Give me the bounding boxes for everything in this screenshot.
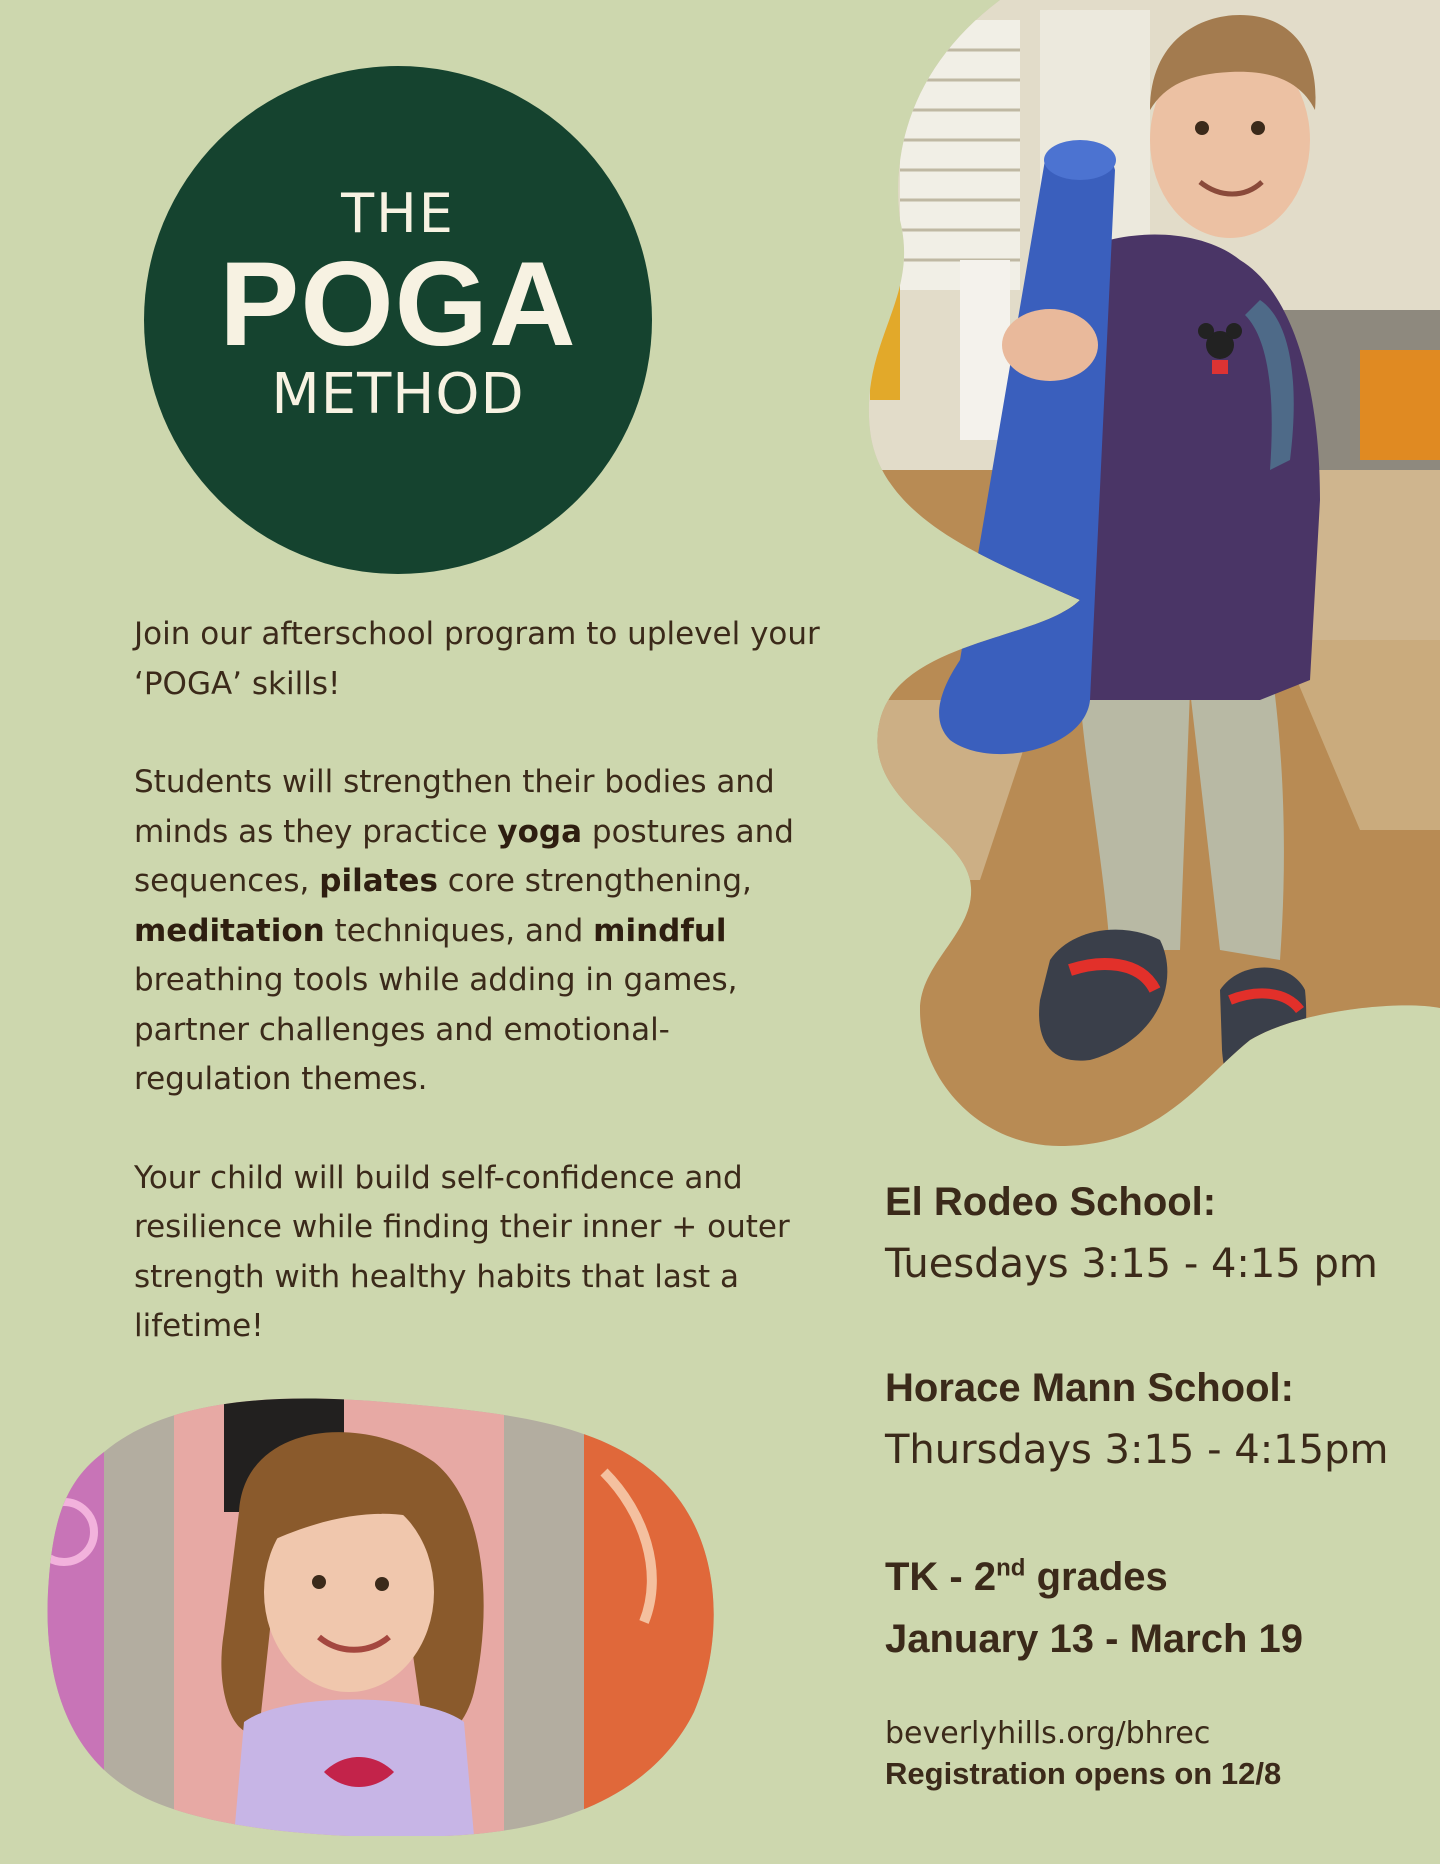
para2-bold-mindful: mindful bbox=[593, 912, 727, 949]
registration-opens: Registration opens on 12/8 bbox=[885, 1756, 1282, 1791]
logo-poga: POGA bbox=[219, 237, 577, 371]
registration-url[interactable]: beverlyhills.org/bhrec bbox=[885, 1716, 1211, 1751]
para2-bold-yoga: yoga bbox=[497, 813, 583, 850]
poga-method-logo bbox=[144, 66, 652, 574]
schedule-el-rodeo bbox=[885, 1178, 1405, 1288]
para2-text-2: postures and sequences, bbox=[134, 813, 794, 899]
intro-paragraph-2 bbox=[134, 758, 824, 1105]
school-time-horace-mann: Thursdays 3:15 - 4:15pm bbox=[885, 1427, 1389, 1473]
grades-suffix: grades bbox=[1025, 1555, 1168, 1599]
logo-method: METHOD bbox=[271, 362, 525, 427]
grades-line bbox=[885, 1546, 1303, 1608]
para2-text-5: breathing tools while adding in games, partner challenges and emotional-regulation themes. bbox=[134, 962, 738, 1097]
para2-text-1: Students will strengthen their bodies and minds as they practice bbox=[134, 764, 775, 850]
school-name-el-rodeo: El Rodeo School: bbox=[885, 1180, 1217, 1224]
para2-text-4: techniques, and bbox=[324, 912, 594, 949]
intro-paragraph-3: Your child will build self-confidence and resilience while finding their inner + outer strength with healthy habits that last a lifetime! bbox=[134, 1159, 790, 1344]
boy-with-yoga-mat-photo bbox=[860, 0, 1440, 1146]
intro-text bbox=[134, 610, 824, 1401]
logo-the: THE bbox=[341, 182, 455, 245]
program-dates: January 13 - March 19 bbox=[885, 1617, 1303, 1661]
school-name-horace-mann: Horace Mann School: bbox=[885, 1366, 1294, 1410]
girl-on-yoga-mat-photo bbox=[44, 1392, 720, 1836]
registration-footer bbox=[885, 1714, 1281, 1794]
schedule-horace-mann bbox=[885, 1364, 1405, 1474]
school-time-el-rodeo: Tuesdays 3:15 - 4:15 pm bbox=[885, 1241, 1378, 1287]
para2-bold-pilates: pilates bbox=[319, 863, 438, 899]
grades-superscript: nd bbox=[996, 1554, 1026, 1582]
grades-and-dates bbox=[885, 1546, 1303, 1670]
para2-bold-meditation: meditation bbox=[134, 912, 325, 949]
para2-text-3: core strengthening, bbox=[437, 863, 752, 899]
intro-paragraph-1: Join our afterschool program to uplevel your ‘POGA’ skills! bbox=[134, 616, 820, 702]
grades-prefix: TK - 2 bbox=[885, 1555, 997, 1599]
